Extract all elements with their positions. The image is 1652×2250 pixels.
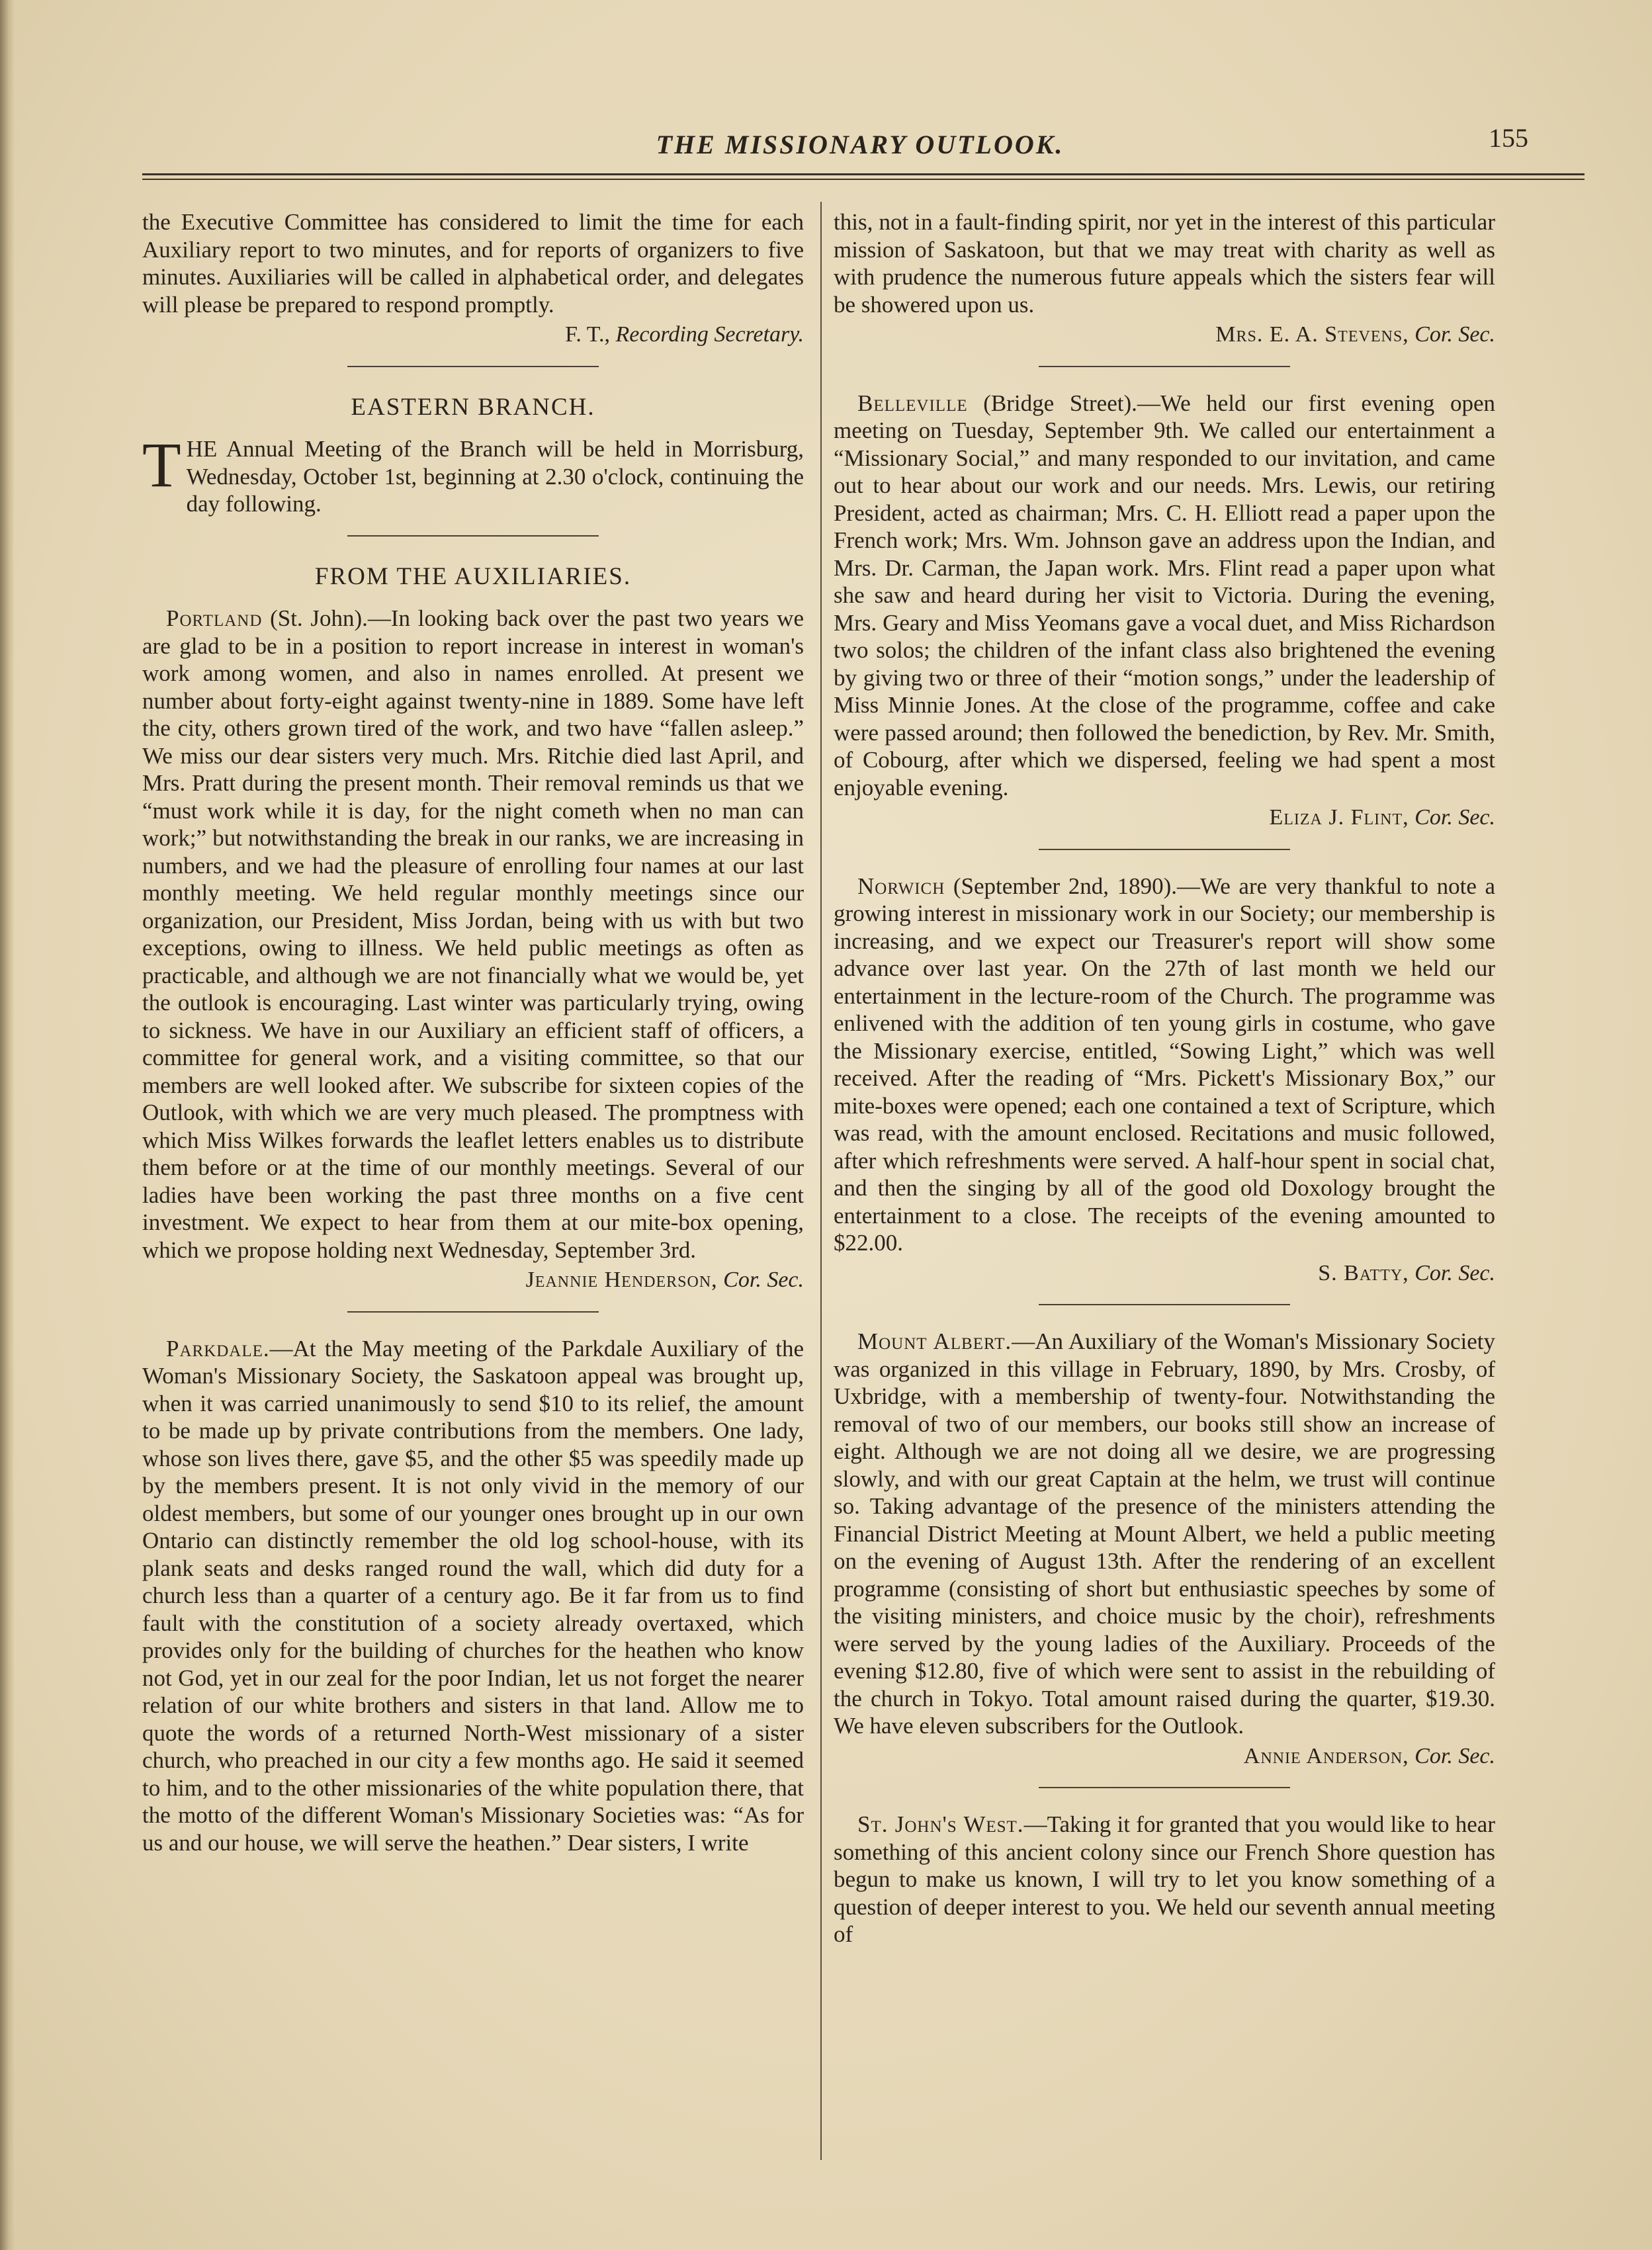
report-text: —An Auxiliary of the Woman's Missionary Society was organized in this village in February, 1890, by Mrs. Crosby, of Uxbridge, with a membership of twenty-four. Notwithstanding the removal of two of our members, our books still show an increase of eight. Although we are not doing all we desire, we are progressing slowly, and with our great Captain at the helm, we trust will continue so. Taking advantage of the presence of the ministers attending the Financial District Meeting at Mount Albert, we held a public meeting on the evening of August 13th. After the rendering of an excellent programme (consisting of short but enthusiastic speeches by some of the visiting ministers, and choice music by the choir), refreshments were served by the young ladies of the Auxiliary. Proceeds of the evening $12.80, five of which were sent to assist in the rebuilding of the church in Tokyo. Total amount raised during the quarter, $19.30. We have eleven subscribers for the Outlook.	[834, 1328, 1495, 1739]
signature-role: Recording Secretary.	[615, 322, 804, 347]
signature-name: F. T.,	[565, 322, 610, 347]
portland-signature	[142, 1266, 804, 1294]
continued-paragraph: this, not in a fault-finding spirit, nor yet in the interest of this particular mission of Saskatoon, but that we may treat with charity as well as with prudence the numerous future appeals which the sisters fear will be showered upon us.	[834, 209, 1495, 318]
section-rule	[1039, 849, 1290, 850]
signature-name: S. Batty,	[1318, 1260, 1409, 1285]
signature-name: Eliza J. Flint,	[1269, 805, 1409, 830]
place-name: Mount Albert.	[857, 1328, 1012, 1354]
intro-paragraph: the Executive Committee has considered to limit the time for each Auxiliary report to two minutes, and for reports of organizers to five minutes. Auxiliaries will be called in alphabetical order, and delegates will please be prepared to respond promptly.	[142, 209, 804, 318]
running-title: THE MISSIONARY OUTLOOK.	[656, 130, 1065, 159]
signature-name: Jeannie Henderson,	[525, 1268, 718, 1292]
column-divider	[820, 202, 822, 2160]
place-name: Belleville	[857, 390, 968, 416]
section-rule	[347, 535, 599, 537]
report-text: (St. John).—In looking back over the past two years we are glad to be in a position to report increase in interest in woman's work among women, and also in names enrolled. At present we number about forty-eight against twenty-nine in 1889. Some have left the city, others grown tired of the work, and two have “fallen asleep.” We miss our dear sisters very much. Mrs. Ritchie died last April, and Mrs. Pratt during the present month. Their removal reminds us that we “must work while it is day, for the night cometh when no man can work;” but notwithstanding the break in our ranks, we are increasing in numbers, and we had the pleasure of enrolling four names at our last monthly meeting. We held regular monthly meetings since our organization, our President, Miss Jordan, being with us with but two exceptions, owing to illness. We held public meetings as often as practicable, and although we are not financially what we would be, yet the outlook is encouraging. Last winter was particularly trying, owing to sickness. We have in our Auxiliary an efficient staff of officers, a committee for general work, and a visiting committee, so that our members are well looked after. We subscribe for sixteen copies of the Outlook, with which we are very much pleased. The promptness with which Miss Wilkes forwards the leaflet letters enables us to distribute them before or at the time of our monthly meetings. Several of our ladies have been working the past three months on a five cent investment. We expect to hear from them at our mite-box opening, which we propose holding next Wednesday, September 3rd.	[142, 605, 804, 1263]
section-rule	[347, 1311, 599, 1313]
signature-role: Cor. Sec.	[723, 1268, 804, 1292]
eastern-branch-text: HE Annual Meeting of the Branch will be held in Morrisburg, Wednesday, October 1st, beginning at 2.30 o'clock, continuing the day following.	[186, 436, 804, 517]
auxiliaries-heading: FROM THE AUXILIARIES.	[314, 562, 632, 590]
mount-albert-report	[834, 1328, 1495, 1770]
norwich-report	[834, 873, 1495, 1287]
report-text: —At the May meeting of the Parkdale Auxiliary of the Woman's Missionary Society, the Saskatoon appeal was brought up, when it was carried unanimously to send $10 to its relief, the amount to be made up by private contributions from the members. One lady, whose son lives there, gave $5, and the other $5 was speedily made up by the members present. It is not only vivid in the memory of our oldest members, but some of our younger ones brought up in our own Ontario can distinctly remember the old log school-house, with its plank seats and desks ranged round the wall, which did duty for a church less than a quarter of a century ago. Be it far from us to find fault with the constitution of a society already overtaxed, which provides only for the building of churches for the heathen who know not God, yet in our zeal for the poor Indian, let us not forget the nearer relation of our white brothers and sisters in that land. Allow me to quote the words of a returned North-West missionary of a sister church, who preached in our city a few months ago. He said it seemed to him, and to the other missionaries of the white population there, that the motto of the different Woman's Missionary Societies was: “As for us and our house, we will serve the heathen.” Dear sisters, I write	[142, 1335, 804, 1856]
signature-role: Cor. Sec.	[1414, 805, 1495, 830]
signature-role: Cor. Sec.	[1414, 1260, 1495, 1285]
header-rule-top	[142, 173, 1585, 175]
parkdale-report	[142, 1335, 804, 1857]
st-johns-west-report	[834, 1811, 1495, 1948]
report-text: —Taking it for granted that you would like to hear something of this ancient colony since our French Shore question has begun to make us known, I will try to let you know something of a question of deeper interest to you. We held our seventh annual meeting of	[834, 1811, 1496, 1947]
signature-role: Cor. Sec.	[1414, 322, 1495, 347]
place-name: Portland	[166, 605, 263, 631]
place-name: St. John's West.	[857, 1811, 1024, 1837]
report-text: (Bridge Street).—We held our first evening open meeting on Tuesday, September 9th. We called our entertainment a “Missionary Social,” and many responded to our invitation, and came out to hear about our work and our needs. Mrs. Lewis, our retiring President, acted as chairman; Mrs. C. H. Elliott read a paper upon the French work; Mrs. Wm. Johnson gave an address upon the Indian, and Mrs. Dr. Carman, the Japan work. Mrs. Flint read a paper upon what she saw and heard during her visit to Victoria. During the evening, Mrs. Geary and Miss Yeomans gave a vocal duet, and Miss Richardson two solos; the children of the infant class also brightened the evening by giving two or three of their “motion songs,” under the leadership of Miss Minnie Jones. At the close of the programme, coffee and cake were passed around; then followed the benediction, by Rev. Mr. Smith, of Cobourg, after which we dispersed, feeling we had spent a most enjoyable evening.	[834, 390, 1495, 800]
intro-signature	[142, 321, 804, 349]
page-binding-edge	[0, 0, 15, 2250]
header-rule-bottom	[142, 179, 1585, 180]
belleville-report	[834, 390, 1495, 832]
page-header	[139, 122, 1581, 169]
right-column	[834, 208, 1495, 1948]
signature-name: Annie Anderson,	[1243, 1743, 1409, 1768]
section-rule	[1039, 1787, 1290, 1788]
page-number: 155	[1489, 123, 1528, 153]
section-rule	[1039, 1304, 1290, 1305]
stevens-signature	[834, 321, 1495, 349]
drop-cap: T	[142, 429, 181, 500]
signature-role: Cor. Sec.	[1414, 1743, 1495, 1768]
signature-name: Mrs. E. A. Stevens,	[1215, 322, 1409, 347]
section-rule	[1039, 366, 1290, 367]
belleville-signature	[834, 804, 1495, 832]
left-column	[142, 208, 804, 1856]
eastern-branch-heading: EASTERN BRANCH.	[351, 393, 595, 421]
section-rule	[347, 366, 599, 367]
norwich-signature	[834, 1260, 1495, 1287]
place-name: Norwich	[857, 873, 945, 899]
eastern-branch-paragraph	[142, 429, 804, 518]
place-name: Parkdale.	[166, 1335, 270, 1362]
report-text: (September 2nd, 1890).—We are very thankful to note a growing interest in missionary work in our Society; our membership is increasing, and we expect our Treasurer's report will show some advance over last year. On the 27th of last month we held our entertainment in the lecture-room of the Church. The programme was enlivened with the addition of ten young girls in costume, who gave the Missionary exercise, entitled, “Sowing Light,” which was well received. After the reading of “Mrs. Pickett's Missionary Box,” our mite-boxes were opened; each one contained a text of Scripture, which was read, with the amount enclosed. Recitations and music followed, after which refreshments were served. A half-hour spent in social chat, and then the singing by all of the good old Doxology brought the entertainment to a close. The receipts of the evening amounted to $22.00.	[834, 873, 1495, 1256]
mount-albert-signature	[834, 1743, 1495, 1770]
portland-report	[142, 605, 804, 1294]
